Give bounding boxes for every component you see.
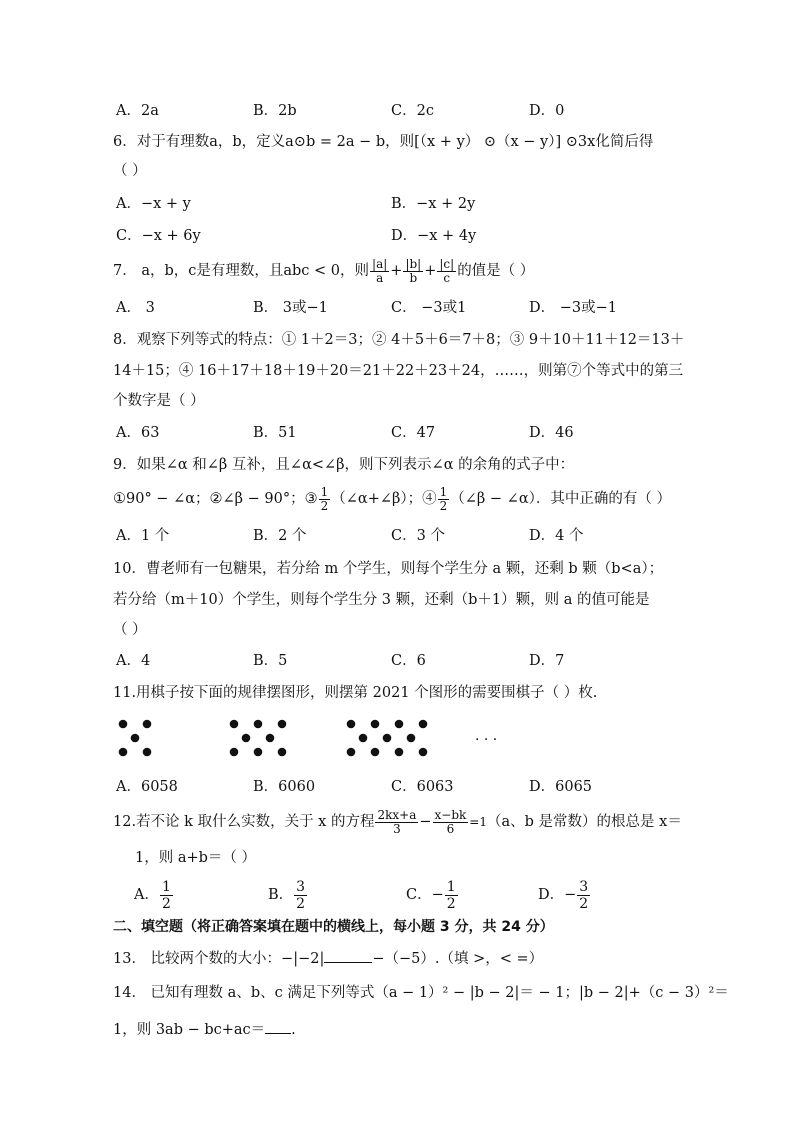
q12-option-c [406, 878, 459, 912]
piece [419, 720, 428, 729]
q7-suffix: 的值是（ ） [457, 263, 535, 279]
q7-f3-den: c [443, 270, 451, 285]
q12-stem-line2: 1，则 a+b＝（ ） [135, 850, 257, 866]
q9-half-1-den: 2 [320, 498, 329, 513]
piece [230, 748, 239, 757]
piece [254, 748, 263, 757]
q9-half-1 [319, 486, 331, 513]
q12-d-num: 3 [579, 878, 589, 895]
q9-option-a: A．1 个 [116, 528, 170, 544]
q11-option-d: D．6065 [529, 779, 593, 795]
q12-option-a [134, 878, 174, 912]
q12-stem-line1 [113, 805, 682, 839]
q11-figure-3 [347, 720, 428, 757]
piece [359, 734, 368, 743]
q11-stem: 11.用棋子按下面的规律摆图形，则摆第 2021 个图形的需要围棋子（ ）枚. [113, 685, 598, 701]
q11-figure-2 [230, 720, 287, 757]
q9-stem-line2 [113, 484, 671, 514]
q12-fraction-1 [375, 809, 418, 836]
q13-answer-blank[interactable] [324, 948, 372, 963]
q6-answer-paren: （ ） [113, 163, 147, 179]
q9-half-2 [438, 486, 450, 513]
q11-option-b: B．6060 [253, 779, 316, 795]
q12-option-b [268, 878, 308, 912]
piece [347, 748, 356, 757]
q12-c-label: C． [406, 887, 432, 903]
q7-stem: 7． a，b，c是有理数，且abc < 0，则 $\frac{|a|}{a}$ + $\frac{|b|}{b}$ + $\frac{|c|}{c}$ 的值是（ ） [113, 256, 535, 285]
q12-f1-num: 2kx+a [377, 807, 417, 822]
q10-option-c: C．6 [391, 653, 426, 669]
q10-stem-line2: 若分给（m＋10）个学生，则每个学生分 3 颗，还剩（b＋1）颗，则 a 的值可能是 [113, 592, 650, 608]
piece [230, 720, 239, 729]
q9-part-b: （∠α+∠β）；④ [331, 491, 437, 507]
q12-b-den: 2 [296, 895, 306, 912]
piece [119, 720, 128, 729]
q9-option-d: D．4 个 [529, 528, 584, 544]
piece [383, 734, 392, 743]
section-2-heading: 二、填空题（将正确答案填在题中的横线上，每小题 3 分，共 24 分） [113, 919, 554, 935]
q10-stem-line3: （ ） [113, 622, 147, 638]
q11-option-c: C．6063 [391, 779, 454, 795]
q6-option-c: C．−x + 6y [116, 228, 201, 244]
piece [266, 734, 275, 743]
q12-d-den: 2 [579, 895, 589, 912]
piece [278, 748, 287, 757]
q12-f1-den: 3 [393, 821, 401, 836]
q9-half-2-den: 2 [439, 498, 448, 513]
q12-d-label: D． [538, 887, 565, 903]
piece [395, 748, 404, 757]
q11-option-a: A．6058 [116, 779, 178, 795]
piece [119, 748, 128, 757]
piece [278, 720, 287, 729]
q14-answer-blank[interactable] [265, 1019, 291, 1034]
q14-stem-line1: 14． 已知有理数 a、b、c 满足下列等式（a − 1）² − |b − 2|＝ − 1；|b − 2|+（c − 3）²＝ [113, 985, 729, 1001]
q7-f1-num: |a| [372, 256, 388, 271]
q6-option-a: A．−x + y [116, 196, 191, 212]
q10-option-a: A．4 [116, 653, 151, 669]
q12-d-frac [577, 879, 590, 912]
q12-f2-den: 6 [446, 821, 455, 836]
q8-option-d: D．46 [529, 425, 574, 441]
q9-option-c: C．3 个 [391, 528, 445, 544]
q8-option-a: A．63 [116, 425, 160, 441]
q12-b-num: 3 [296, 878, 306, 895]
piece [242, 734, 251, 743]
q12-eq: =1 [469, 815, 487, 829]
q11-ellipsis: · · · [475, 732, 498, 748]
piece [419, 748, 428, 757]
q6-option-b: B．−x + 2y [391, 196, 476, 212]
q9-stem-line1: 9．如果∠α 和∠β 互补，且∠α<∠β，则下列表示∠α 的余角的式子中： [113, 457, 575, 473]
q12-suffix: （a、b 是常数）的根总是 x＝ [487, 814, 682, 830]
q14-part-b: . [291, 1022, 296, 1038]
q12-c-frac [445, 879, 458, 912]
q7-option-b: B． 3或−1 [253, 300, 328, 316]
q5-option-a: A．2a [116, 103, 159, 119]
q9-half-1-num: 1 [320, 484, 329, 499]
q9-option-b: B．2 个 [253, 528, 307, 544]
q8-option-c: C．47 [391, 425, 436, 441]
q12-fraction-2 [433, 809, 469, 836]
piece [407, 734, 416, 743]
q12-b-label: B． [268, 887, 294, 903]
q8-option-b: B．51 [253, 425, 297, 441]
q5-option-c: C．2c [391, 103, 434, 119]
q9-part-a: ①90° − ∠α；②∠β − 90°；③ [113, 491, 318, 507]
q7-fraction-a [370, 258, 389, 285]
q7-option-c: C． −3或1 [391, 300, 467, 316]
piece [395, 720, 404, 729]
q12-prefix: 12.若不论 k 取什么实数，关于 x 的方程 [113, 814, 375, 830]
q7-f2-num: |b| [405, 256, 422, 271]
q7-option-a: A． 3 [116, 300, 155, 316]
piece [131, 734, 140, 743]
q6-option-d: D．−x + 4y [391, 228, 477, 244]
q12-c-num: 1 [446, 878, 456, 895]
q10-option-d: D．7 [529, 653, 565, 669]
q12-option-d [538, 878, 591, 912]
q10-option-b: B．5 [253, 653, 288, 669]
q9-half-2-num: 1 [439, 484, 448, 499]
q13-part-b: −（−5）.（填 >，< =） [372, 951, 544, 967]
q12-a-label: A． [134, 887, 159, 903]
piece [143, 748, 152, 757]
q12-a-frac [160, 879, 173, 912]
piece [371, 748, 380, 757]
piece [347, 720, 356, 729]
q9-part-c: （∠β − ∠α）．其中正确的有（ ） [450, 491, 671, 507]
q13-part-a: 13． 比较两个数的大小：−|−2| [113, 951, 325, 967]
q7-f3-num: |c| [439, 256, 455, 271]
q7-fraction-b [403, 258, 423, 285]
q12-a-den: 2 [161, 895, 171, 912]
q12-f2-num: x−bk [434, 807, 467, 822]
q12-c-sign: − [431, 887, 444, 903]
q7-option-d: D． −3或−1 [529, 300, 617, 316]
q13-stem [113, 948, 543, 969]
q12-a-num: 1 [161, 878, 171, 895]
q14-stem-line2 [113, 1019, 296, 1040]
piece [371, 720, 380, 729]
q7-prefix: 7． a，b，c是有理数，且abc < 0，则 [113, 263, 370, 279]
q8-stem-line3: 个数字是（ ） [113, 393, 205, 409]
q12-d-sign: − [564, 887, 577, 903]
q12-minus: − [419, 814, 432, 830]
q14-part-a: 1，则 3ab − bc+ac＝ [113, 1022, 266, 1038]
q6-stem: 6．对于有理数a，b，定义a⊙b = 2a − b，则[（x + y） ⊙（x − y）] ⊙3x化简后得 [113, 134, 654, 150]
q8-stem-line1: 8．观察下列等式的特点：① 1＋2＝3；② 4＋5＋6＝7＋8；③ 9＋10＋11＋12＝13＋ [113, 332, 685, 348]
q11-pattern-figures [113, 716, 513, 762]
q5-option-d: D．0 [529, 103, 565, 119]
q10-stem-line1: 10．曹老师有一包糖果，若分给 m 个学生，则每个学生分 a 颗，还剩 b 颗（b<a）； [113, 561, 664, 577]
q12-b-frac [294, 879, 307, 912]
q8-stem-line2: 14＋15；④ 16＋17＋18＋19＋20＝21＋22＋23＋24，……，则第⑦个等式中的第三 [113, 363, 684, 379]
q7-f1-den: a [376, 270, 384, 285]
q5-option-b: B．2b [253, 103, 297, 119]
q7-f2-den: b [409, 270, 418, 285]
q12-c-den: 2 [446, 895, 456, 912]
piece [143, 720, 152, 729]
piece [254, 720, 263, 729]
q11-figure-1 [119, 720, 152, 757]
q7-fraction-c [437, 258, 456, 285]
